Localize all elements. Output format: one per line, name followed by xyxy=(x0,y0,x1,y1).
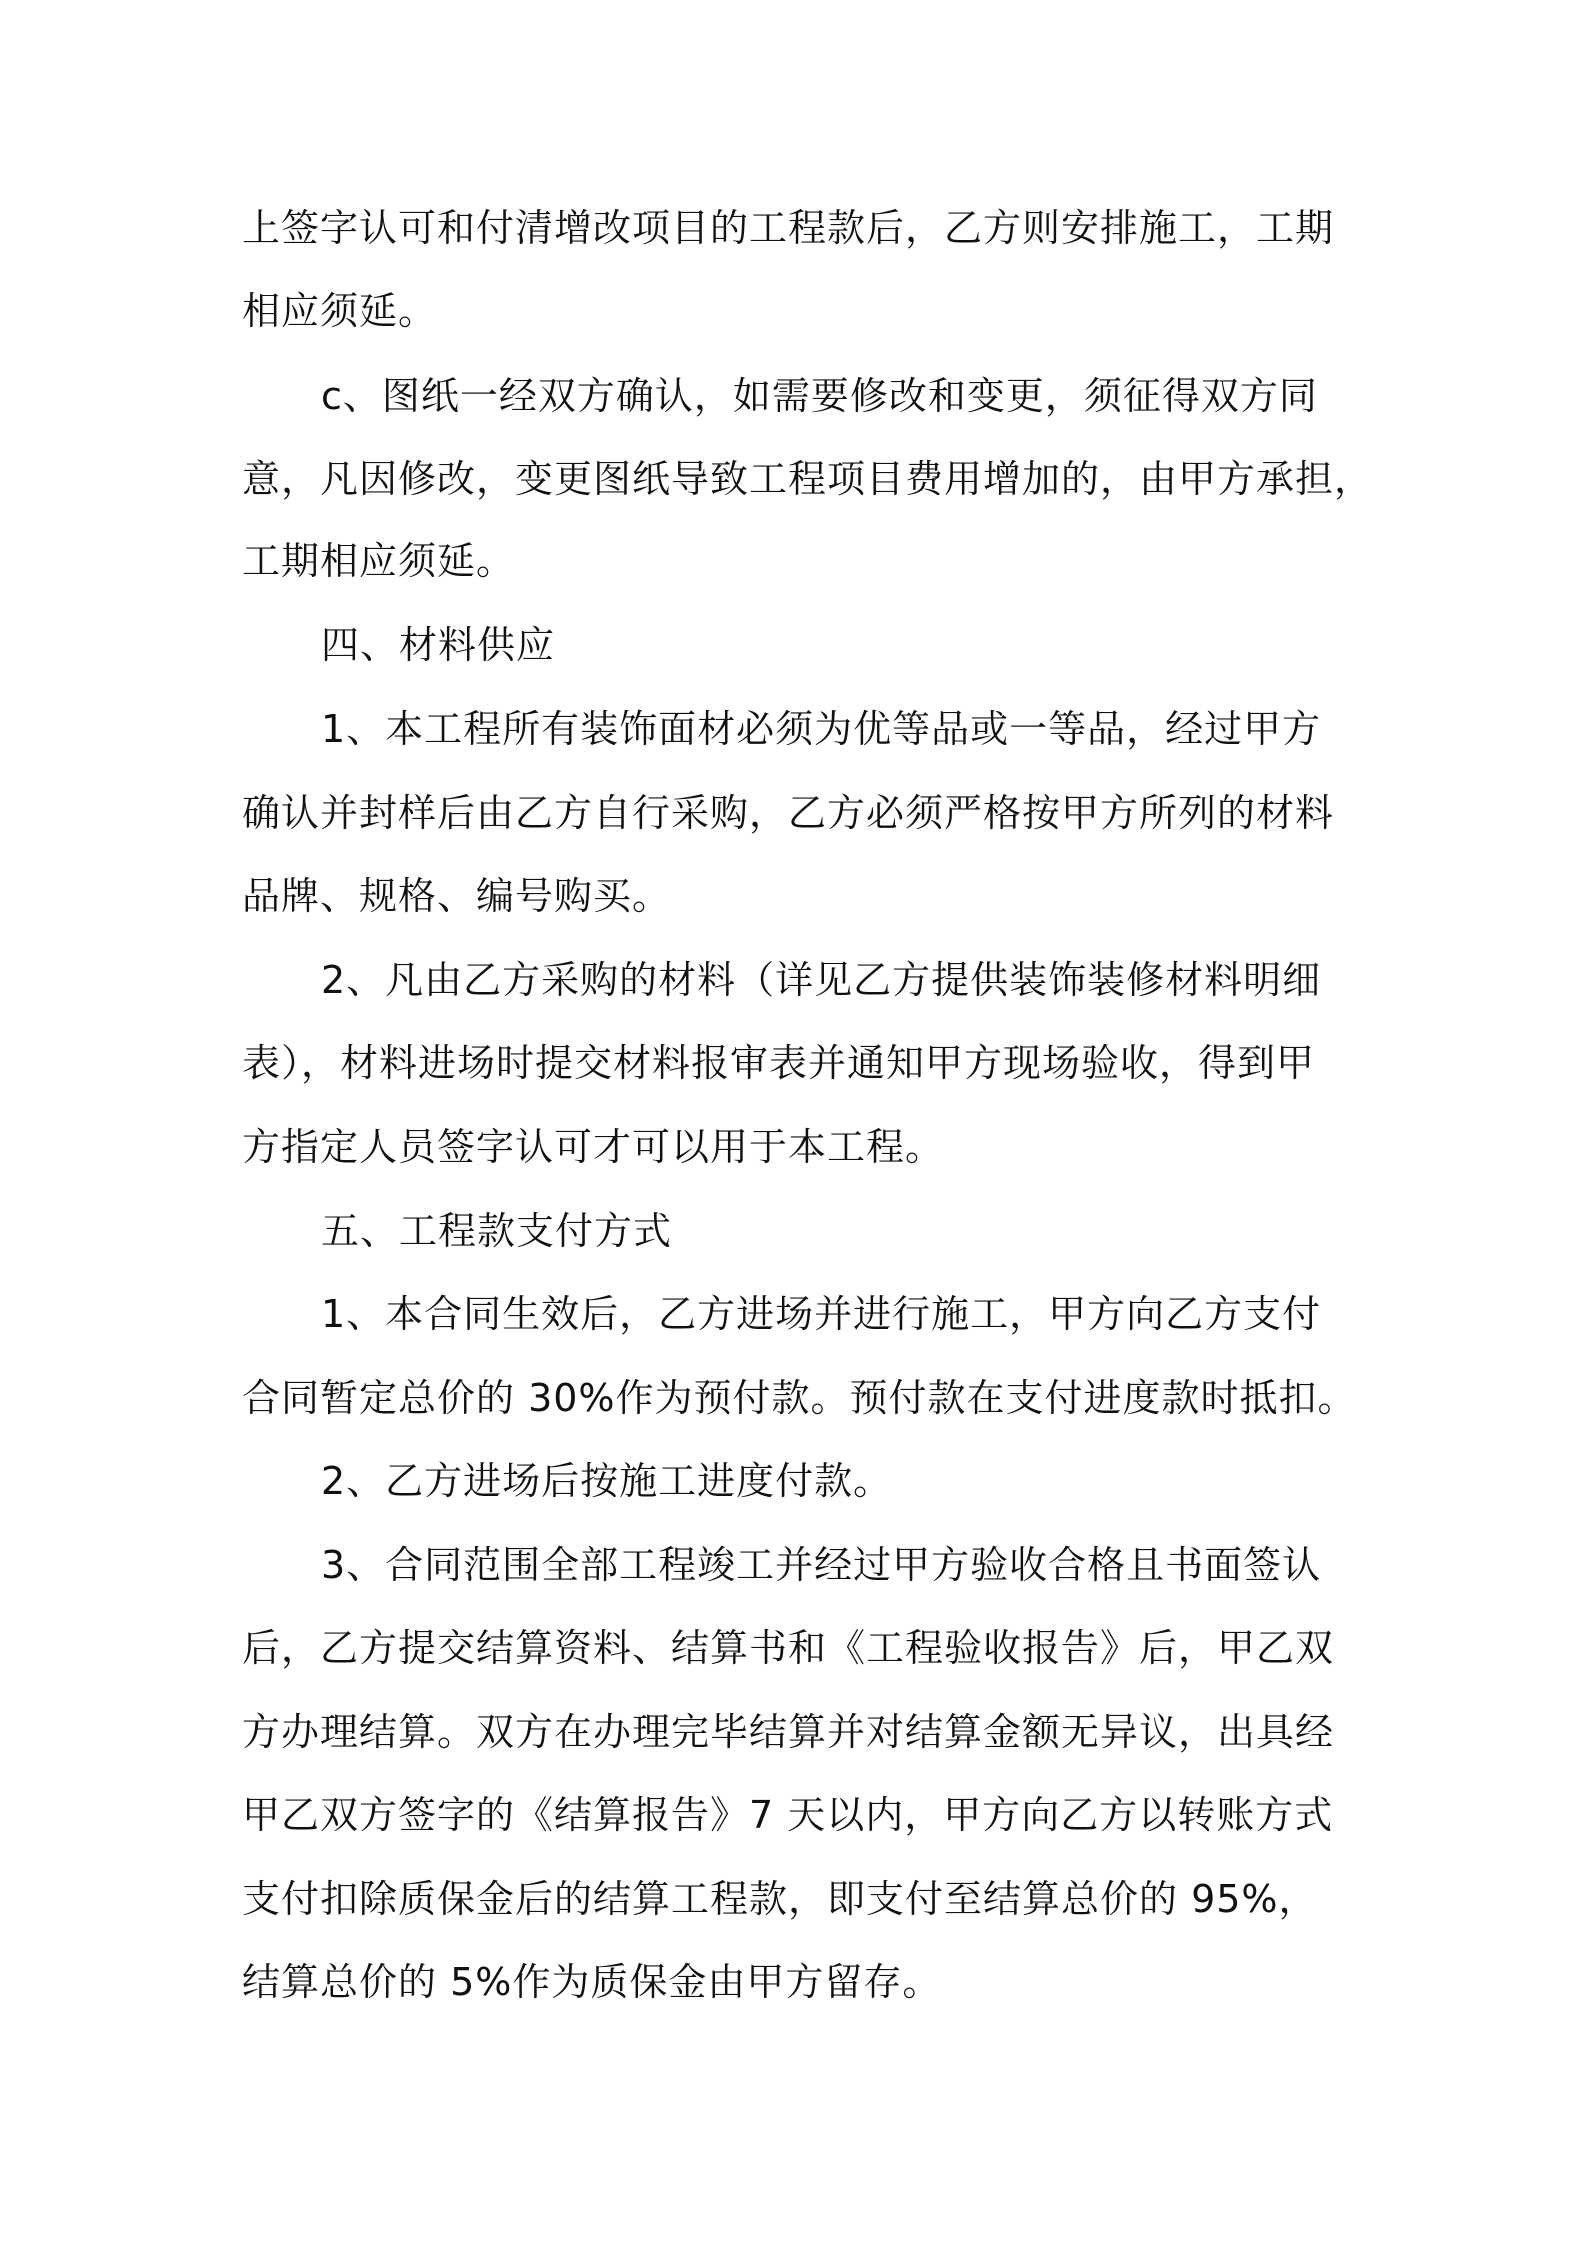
text-line: 工期相应须延。 xyxy=(242,539,516,583)
text-line: 甲乙双方签字的《结算报告》7 天以内，甲方向乙方以转账方式 xyxy=(242,1793,1334,1837)
text-line: 1、本合同生效后，乙方进场并进行施工，甲方向乙方支付 xyxy=(321,1292,1322,1336)
text-line: 2、凡由乙方采购的材料（详见乙方提供装饰装修材料明细 xyxy=(321,958,1322,1002)
text-line: 上签字认可和付清增改项目的工程款后，乙方则安排施工，工期 xyxy=(242,206,1335,250)
text-line: 后，乙方提交结算资料、结算书和《工程验收报告》后，甲乙双 xyxy=(242,1626,1335,1670)
text-line: 2、乙方进场后按施工进度付款。 xyxy=(321,1459,893,1503)
text-line: 支付扣除质保金后的结算工程款，即支付至结算总价的 95%， xyxy=(242,1877,1318,1921)
text-line: 方指定人员签字认可才可以用于本工程。 xyxy=(242,1125,945,1169)
text-line: 结算总价的 5%作为质保金由甲方留存。 xyxy=(242,1960,942,2004)
text-line: 表），材料进场时提交材料报审表并通知甲方现场验收，得到甲 xyxy=(242,1041,1316,1085)
section-heading: 五、工程款支付方式 xyxy=(321,1209,673,1253)
text-line: 方办理结算。双方在办理完毕结算并对结算金额无异议，出具经 xyxy=(242,1710,1335,1754)
text-line: 1、本工程所有装饰面材必须为优等品或一等品，经过甲方 xyxy=(321,707,1322,751)
text-line: c、图纸一经双方确认，如需要修改和变更，须征得双方同 xyxy=(321,374,1318,418)
text-line: 相应须延。 xyxy=(242,289,438,333)
text-line: 确认并封样后由乙方自行采购，乙方必须严格按甲方所列的材料 xyxy=(242,791,1335,835)
section-heading: 四、材料供应 xyxy=(321,623,556,667)
text-line: 3、合同范围全部工程竣工并经过甲方验收合格且书面签认 xyxy=(321,1543,1322,1587)
text-line: 品牌、规格、编号购买。 xyxy=(242,874,672,918)
text-line: 合同暂定总价的 30%作为预付款。预付款在支付进度款时抵扣。 xyxy=(242,1376,1357,1420)
text-line: 意，凡因修改，变更图纸导致工程项目费用增加的，由甲方承担， xyxy=(242,457,1374,501)
